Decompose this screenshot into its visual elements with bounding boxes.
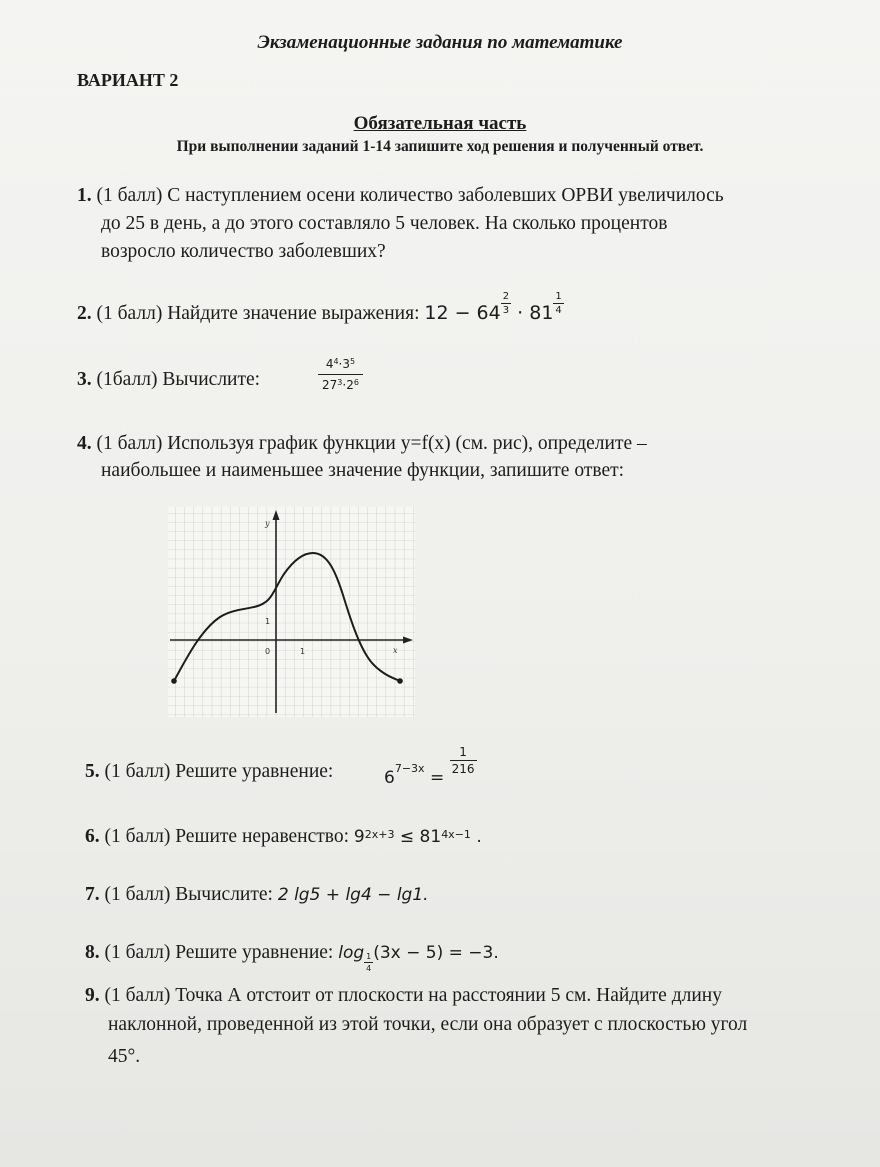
log-equation: log $\frac{1}{4}$ (3x − 5) = −3. xyxy=(338,943,499,973)
question-9-line-3: 45°. xyxy=(108,1046,141,1067)
fraction: $\frac{1}{216}$ xyxy=(451,745,475,776)
question-text: (1 балл) Точка А отстоит от плоскости на расстоянии 5 см. Найдите длину xyxy=(104,985,722,1006)
exponent-fraction: $\frac{2}{3}$ xyxy=(502,291,510,316)
question-text: (1 балл) Вычислите: xyxy=(104,884,273,905)
log-base-fraction: $\frac{1}{4}$ xyxy=(366,951,372,973)
question-text: (1 балл) Решите уравнение: xyxy=(104,942,334,963)
exponent: 7−3x xyxy=(394,761,425,775)
x-axis-label: x xyxy=(393,646,398,655)
grid xyxy=(168,507,415,717)
question-6 xyxy=(85,826,482,848)
question-1-line-2: до 25 в день, а до этого составляло 5 человек. На сколько процентов xyxy=(101,213,668,234)
function-graph xyxy=(168,507,415,717)
curve-end-point xyxy=(397,678,403,684)
expression: 2 lg5 + lg4 − lg1. xyxy=(277,885,429,905)
question-number: 4. xyxy=(77,433,92,454)
expression xyxy=(424,291,563,324)
question-text: (1 балл) С наступлением осени количество заболевших ОРВИ увеличилось xyxy=(96,185,724,206)
question-text: (1 балл) Решите уравнение: xyxy=(104,761,334,782)
question-number: 1. xyxy=(77,185,92,206)
question-8 xyxy=(85,942,499,973)
question-number: 2. xyxy=(77,303,92,324)
question-1-line-3: возросло количество заболевших? xyxy=(101,241,386,262)
expr-part: · 81 xyxy=(511,302,554,324)
variant-label: ВАРИАНТ 2 xyxy=(77,70,179,90)
question-text: (1 балл) Найдите значение выражения: xyxy=(96,303,420,324)
question-3 xyxy=(77,369,260,391)
section-title: Обязательная часть xyxy=(353,113,527,134)
origin-label: 0 xyxy=(265,647,271,656)
question-2 xyxy=(77,291,564,326)
question-4-line-2: наибольшее и наименьшее значение функции, запишите ответ: xyxy=(101,460,625,481)
exponent-fraction: $\frac{1}{4}$ xyxy=(555,291,562,316)
question-number: 3. xyxy=(77,369,92,390)
question-text: (1 балл) Используя график функции y=f(x) (см. рис), определите – xyxy=(96,433,647,454)
y-axis-label: y xyxy=(265,519,270,528)
question-text: (1 балл) Решите неравенство: xyxy=(104,826,350,847)
question-number: 9. xyxy=(85,985,100,1006)
instruction-text: При выполнении заданий 1-14 запишите ход решения и полученный ответ. xyxy=(176,138,704,155)
question-number: 5. xyxy=(85,761,100,782)
question-4 xyxy=(77,433,647,455)
fraction-expression xyxy=(318,357,363,392)
question-7 xyxy=(85,884,429,906)
numerator: $4^4\cdot 3^5$ xyxy=(318,357,363,375)
y-unit-label: 1 xyxy=(265,617,271,626)
base: 6 xyxy=(384,767,395,788)
question-5 xyxy=(85,761,333,783)
denominator: $27^3\cdot 2^6$ xyxy=(322,378,359,392)
question-number: 7. xyxy=(85,884,100,905)
inequality: $9^{2x+3} \le 81^{4x-1}$ . xyxy=(353,827,482,847)
question-1 xyxy=(77,185,724,207)
exam-header: Экзаменационные задания по математике xyxy=(257,32,623,53)
question-9-line-2: наклонной, проведенной из этой точки, если она образует с плоскостью угол xyxy=(108,1014,748,1035)
equation-5: $6^{7-3x}$ = $\frac{1}{216}$ xyxy=(384,745,475,788)
question-text: (1балл) Вычислите: xyxy=(96,369,261,390)
curve-start-point xyxy=(171,678,177,684)
x-unit-label: 1 xyxy=(300,647,306,656)
question-number: 8. xyxy=(85,942,100,963)
expr-part: 12 − 64 xyxy=(424,302,501,324)
question-9 xyxy=(85,985,722,1007)
question-number: 6. xyxy=(85,826,100,847)
